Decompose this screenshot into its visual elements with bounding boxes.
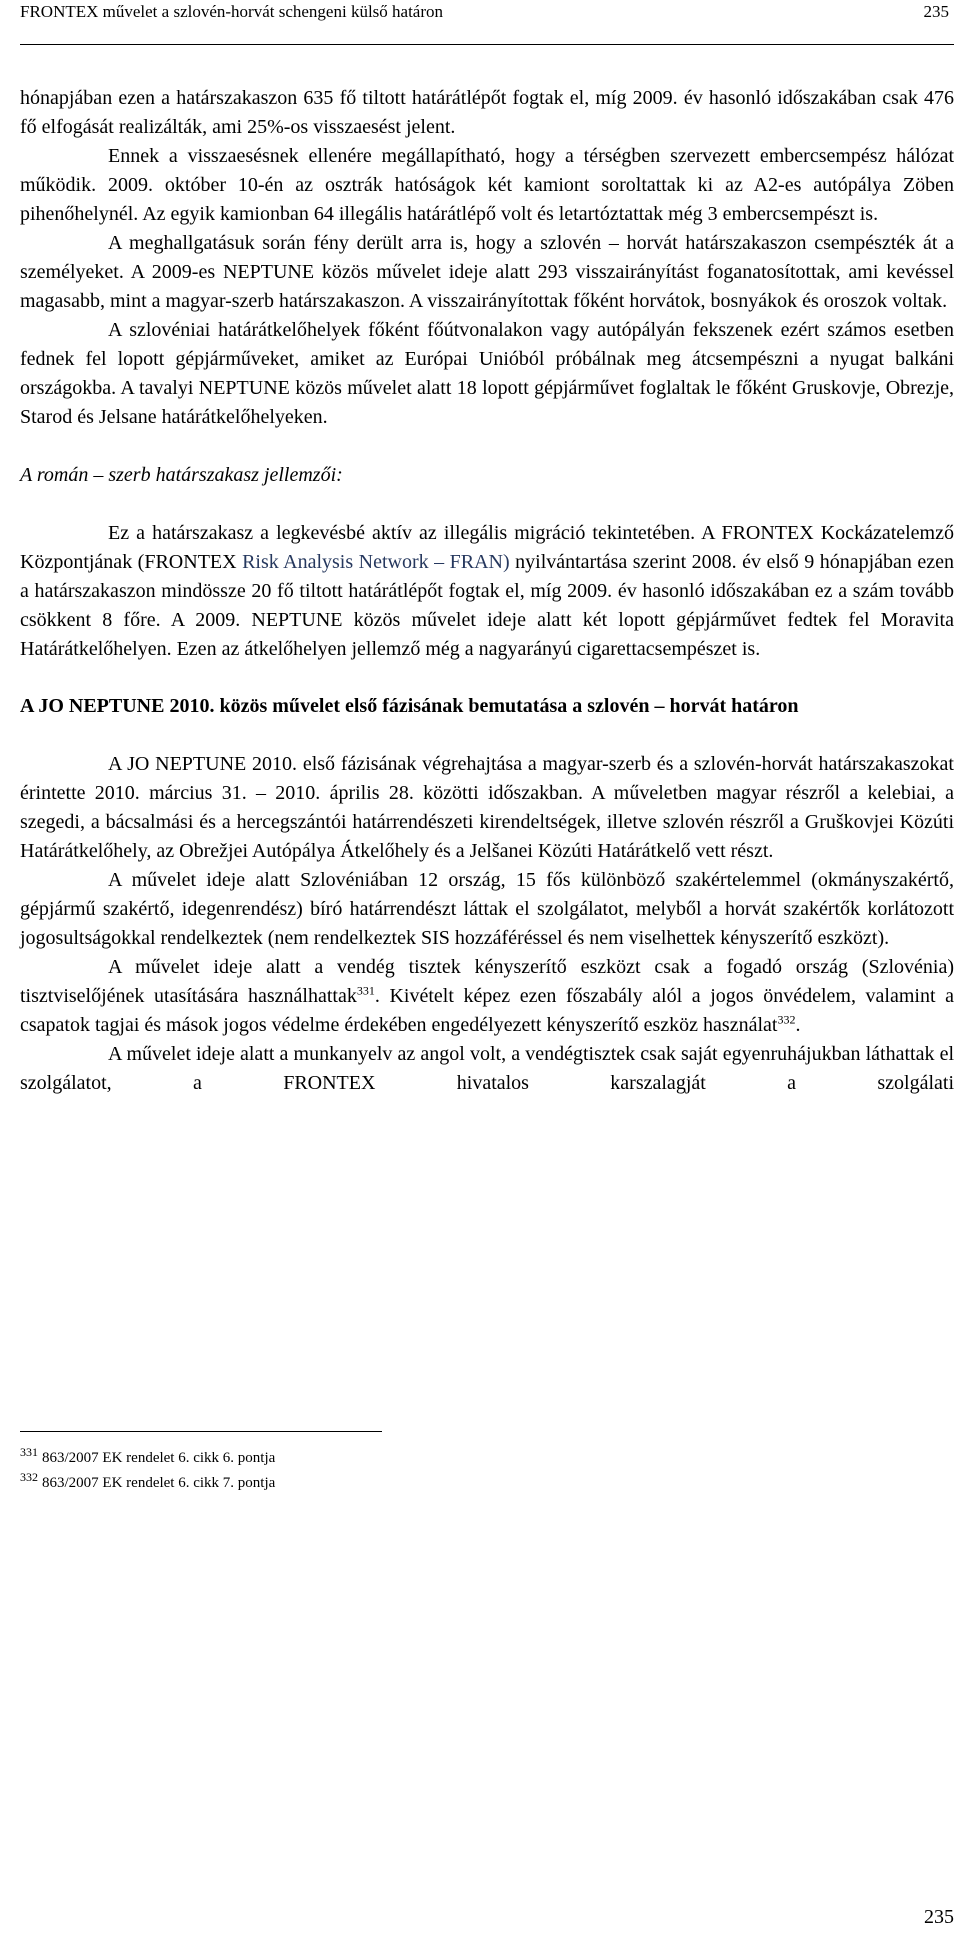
fran-reference: Risk Analysis Network – FRAN) xyxy=(242,551,510,573)
footnote-text: 863/2007 EK rendelet 6. cikk 7. pontja xyxy=(42,1475,276,1491)
footer-page-number: 235 xyxy=(924,1906,954,1928)
paragraph xyxy=(20,519,954,664)
text-span: A művelet ideje alatt a vendég tisztek kényszerítő eszközt csak a fogadó ország (Szlovénia) tisztviselőjének utasítására használhattak xyxy=(20,956,954,1007)
paragraph: A művelet ideje alatt Szlovéniában 12 ország, 15 fős különböző szakértelemmel (okmányszakértő, gépjármű szakértő, idegenrendész) bíró határrendészt láttak el szolgálatot, melyből a horvát szakértők korlátozott jogosultságokkal rendelkeztek (nem rendelkeztek SIS hozzáféréssel és nem viselhettek kényszerítő eszközt). xyxy=(20,869,954,949)
footnote xyxy=(20,1471,820,1496)
footnote xyxy=(20,1446,820,1471)
footnote-reference[interactable]: 332 xyxy=(777,1012,796,1027)
paragraph: Ennek a visszaesésnek ellenére megállapítható, hogy a térségben szervezett embercsempész hálózat működik. 2009. október 10-én az osztrák hatóságok két kamiont soroltattak ki az A2-es autópálya Zöben pihenőhelynél. Az egyik kamionban 64 illegális határátlépő volt és letartóztattak még 3 embercsempészt is. xyxy=(20,145,954,225)
text-span: Ez a határszakasz a legkevésbé aktív az illegális migráció tekintetében. A FRONTEX Kockázatelemző Központjának (FRONTEX xyxy=(20,522,954,573)
footnotes xyxy=(20,1446,820,1496)
paragraph: A JO NEPTUNE 2010. első fázisának végrehajtása a magyar-szerb és a szlovén-horvát határszakaszokat érintette 2010. március 31. – 2010. április 28. közötti időszakban. A műveletben magyar részről a kelebiai, a szegedi, a bácsalmási és a hercegszántói határrendészeti kirendeltségek, illetve szlovén részről a Gruškovjei Közúti Határátkelőhely, az Obrežjei Autópálya Átkelőhely és a Jelšanei Közúti Határátkelő vett részt. xyxy=(20,753,954,862)
section-heading-romanian: A román – szerb határszakasz jellemzői: xyxy=(20,464,343,486)
text-span: nyilvántartása szerint 2008. év első 9 hónapjában ezen a határszakaszon mindössze 20 fő tiltott határátlépőt fogtak el, míg 2009. év hasonló időszakában ez a szám tovább csökkent 8 főre. A 2009. NEPTUNE közös művelet ideje alatt két lopott gépjárművet fedtek fel Moravita Határátkelőhelyen. Ezen az átkelőhelyen jellemző még a nagyarányú cigarettacsempészet is. xyxy=(20,551,955,660)
footnote-text: 863/2007 EK rendelet 6. cikk 6. pontja xyxy=(42,1450,276,1466)
paragraph: A művelet ideje alatt a munkanyelv az angol volt, a vendégtisztek csak saját egyenruhájukban láthattak el szolgálatot, a FRONTEX hivatalos karszalagját a szolgálati xyxy=(20,1043,954,1094)
paragraph xyxy=(20,953,954,1040)
footnote-divider xyxy=(20,1431,382,1432)
text-span: . xyxy=(795,1014,801,1036)
footnote-reference[interactable]: 331 xyxy=(356,983,375,998)
text-span: . Kivételt képez ezen főszabály alól a jogos önvédelem, valamint a csapatok tagjai és mások jogos védelme érdekében engedélyezett kényszerítő eszköz használat xyxy=(20,985,954,1036)
paragraph: hónapjában ezen a határszakaszon 635 fő tiltott határátlépőt fogtak el, míg 2009. év hasonló időszakában csak 476 fő elfogását realizálták, ami 25%-os visszaesést jelent. xyxy=(20,87,954,138)
main-content xyxy=(20,84,954,1098)
section-heading-neptune: A JO NEPTUNE 2010. közös művelet első fázisának bemutatása a szlovén – horvát határon xyxy=(20,695,799,717)
paragraph: A szlovéniai határátkelőhelyek főként főútvonalakon vagy autópályán fekszenek ezért számos esetben fednek fel lopott gépjárműveket, amiket az Európai Unióból próbálnak meg átcsempészni a nyugat balkáni országokba. A tavalyi NEPTUNE közös művelet alatt 18 lopott gépjárművet foglaltak le főként Gruskovje, Obrezje, Starod és Jelsane határátkelőhelyeken. xyxy=(20,319,954,428)
footnote-number: 332 xyxy=(20,1470,38,1484)
paragraph: A meghallgatásuk során fény derült arra is, hogy a szlovén – horvát határszakaszon csempészték át a személyeket. A 2009-es NEPTUNE közös művelet ideje alatt 293 visszairányítást foganatosítottak, ami kevéssel magasabb, mint a magyar-szerb határszakaszon. A visszairányítottak főként horvátok, bosnyákok és oroszok voltak. xyxy=(20,232,954,312)
running-title: FRONTEX művelet a szlovén-horvát schengeni külső határon xyxy=(20,2,444,21)
page-header xyxy=(20,0,954,45)
footnote-number: 331 xyxy=(20,1445,38,1459)
header-page-number: 235 xyxy=(923,2,949,21)
